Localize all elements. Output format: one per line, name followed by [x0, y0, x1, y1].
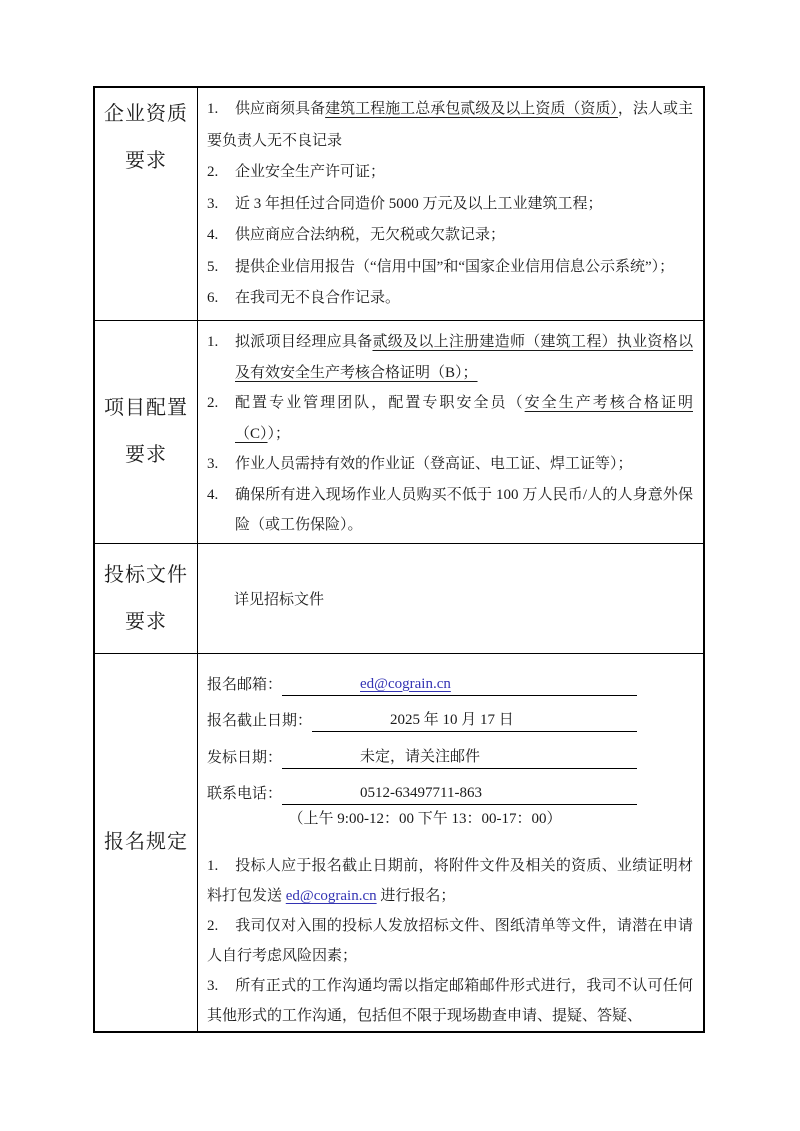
row-header-text: 要求	[125, 150, 167, 172]
field-row	[207, 769, 703, 806]
text-segment: 提供企业信用报告（“信用中国”和“国家企业信用信息公示系统”）；	[235, 258, 675, 275]
text-segment: 近 3 年担任过合同造价 5000 万元及以上工业建筑工程；	[235, 195, 603, 212]
list-item	[207, 388, 693, 449]
list-item-text	[235, 164, 385, 180]
office-hours-note: （上午 9:00-12：00 下午 13：00-17：00）	[288, 811, 562, 827]
text-segment: 作业人员需持有效的作业证（登高证、电工证、焊工证等）；	[235, 456, 633, 472]
row-content-project-configuration	[198, 321, 703, 543]
list-item-number: 2.	[207, 918, 219, 934]
row-content-enterprise-qualification	[198, 88, 703, 320]
field-label: 联系电话：	[207, 786, 283, 802]
field-row	[207, 696, 703, 733]
list-item	[207, 480, 693, 541]
numbered-list	[207, 94, 693, 315]
text-segment: ）；	[267, 425, 291, 442]
field-value: 2025 年 10 月 17 日	[390, 712, 514, 728]
text-segment: 进行报名；	[376, 888, 456, 904]
fill-in-blank	[282, 676, 637, 696]
list-item-number: 2.	[207, 164, 219, 180]
table-row-registration	[95, 653, 703, 1031]
list-item-text	[207, 101, 693, 149]
list-item-text	[235, 480, 693, 541]
row-header-enterprise-qualification	[95, 88, 198, 320]
row-header-text: 项目配置	[104, 397, 188, 419]
list-item-number: 3.	[207, 456, 219, 472]
text-segment: 我司仅对入围的投标人发放招标文件、图纸清单等文件，请潜在申请人自行考虑风险因素；	[207, 918, 693, 964]
row-header-project-configuration	[95, 321, 198, 543]
list-item-number: 3.	[207, 978, 219, 994]
list-item-text	[207, 918, 693, 964]
email-link[interactable]: ed@cograin.cn	[285, 888, 377, 904]
list-item	[207, 327, 693, 388]
list-item	[207, 220, 693, 252]
list-item-number: 1.	[207, 101, 219, 117]
text-segment: 所有正式的工作沟通均需以指定邮箱邮件形式进行，我司不认可任何其他形式的工作沟通，包括但不限于现场勘查申请、提疑、答疑、	[207, 978, 693, 1024]
list-item-text	[235, 290, 400, 306]
field-row	[207, 659, 703, 696]
list-item-text	[235, 388, 693, 449]
underlined-text: 贰级及以上注册建造师（建筑工程）执业资格以及有效安全生产考核合格证明（B）；	[235, 334, 693, 381]
email-link[interactable]: ed@cograin.cn	[360, 675, 451, 692]
list-item-number: 6.	[207, 290, 219, 306]
text-segment: 供应商应合法纳税，无欠税或欠款记录；	[235, 227, 506, 243]
list-item	[207, 971, 693, 1031]
text-segment: 在我司无不良合作记录。	[235, 290, 401, 306]
list-item-text	[235, 227, 505, 243]
row-header-text: 要求	[125, 444, 167, 466]
requirements-table	[93, 86, 705, 1033]
list-item-text	[207, 858, 693, 904]
list-item-number: 1.	[207, 334, 219, 350]
text-segment: 配置专业管理团队，配置专职安全员（	[235, 395, 525, 411]
fill-in-blank	[312, 708, 637, 732]
row-header-text: 要求	[125, 610, 167, 633]
list-item-number: 5.	[207, 258, 219, 275]
fill-in-blank	[282, 745, 637, 769]
list-item-number: 4.	[207, 227, 219, 243]
list-item-text	[207, 978, 693, 1024]
text-segment: ，法人或主要负责人无不良记录	[207, 101, 693, 149]
numbered-list	[207, 327, 693, 541]
list-item	[207, 449, 693, 480]
underlined-text: 安全生产考核合格证明 （C）	[235, 395, 693, 442]
field-label: 报名截止日期：	[207, 713, 313, 729]
list-item	[207, 94, 693, 157]
field-value: 0512-63497711-863	[360, 785, 482, 801]
list-item-number: 2.	[207, 395, 219, 411]
field-label: 发标日期：	[207, 749, 283, 766]
table-row-project-configuration	[95, 320, 703, 543]
list-item	[207, 252, 693, 284]
table-row-bid-documents	[95, 543, 703, 653]
list-item-number: 3.	[207, 195, 219, 212]
list-item-text	[235, 327, 693, 388]
row-content-bid-documents	[198, 544, 703, 653]
text-segment: 投标人应于报名截止日期前，将附件文件及相关的资质、业绩证明材料打包发送	[207, 858, 693, 904]
field-label: 报名邮箱：	[207, 676, 283, 693]
list-item	[207, 911, 693, 971]
list-item-text	[235, 449, 693, 480]
numbered-list	[207, 851, 703, 1031]
list-item	[207, 283, 693, 315]
text-segment: 供应商须具备	[235, 101, 326, 117]
see-tender-document-text: 详见招标文件	[234, 592, 325, 608]
text-segment: 确保所有进入现场作业人员购买不低于 100 万人民币/人的人身意外保险（或工伤保险）。	[235, 486, 693, 533]
row-header-registration	[95, 654, 198, 1031]
row-header-text: 企业资质	[104, 103, 188, 125]
row-content-registration	[198, 654, 703, 1031]
row-header-text: 投标文件	[104, 563, 188, 586]
field-row	[207, 732, 703, 769]
list-item-number: 1.	[207, 858, 219, 874]
list-item-number: 4.	[207, 486, 219, 503]
underlined-text: 建筑工程施工总承包贰级及以上资质（资质）	[325, 101, 618, 117]
list-item	[207, 157, 693, 189]
text-segment: 拟派项目经理应具备	[235, 334, 373, 350]
row-header-text: 报名规定	[104, 831, 188, 853]
text-segment: 企业安全生产许可证；	[235, 164, 386, 180]
row-header-bid-documents	[95, 544, 198, 653]
list-item-text	[235, 259, 674, 275]
fill-in-blank	[282, 785, 637, 805]
table-row-enterprise-qualification	[95, 88, 703, 320]
list-item	[207, 189, 693, 221]
list-item-text	[235, 196, 603, 212]
list-item	[207, 851, 693, 911]
field-value: 未定，请关注邮件	[360, 748, 481, 765]
